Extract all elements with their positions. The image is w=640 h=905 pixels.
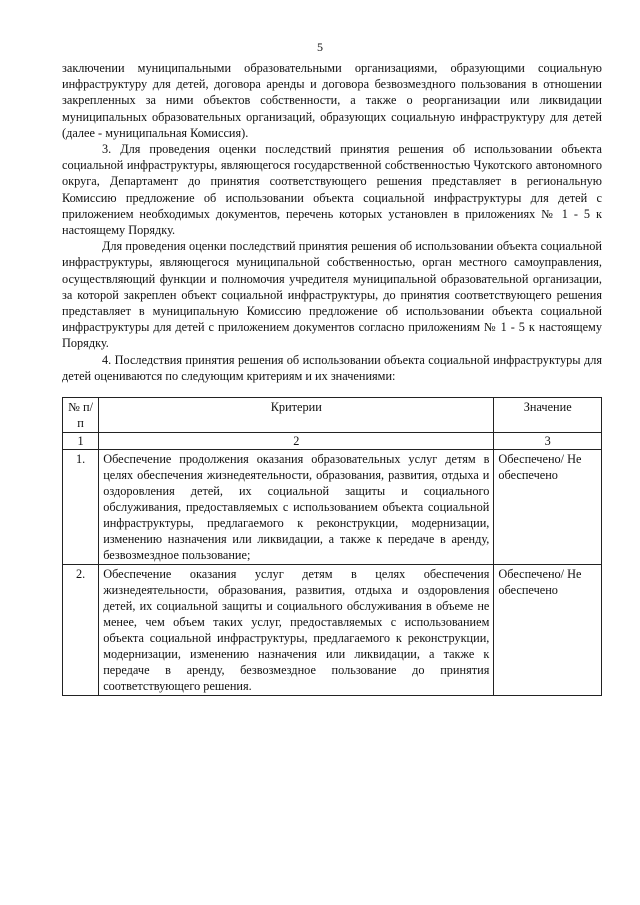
- header-value: Значение: [494, 398, 602, 433]
- index-cell: 3: [494, 433, 602, 450]
- header-num: № п/п: [63, 398, 99, 433]
- row-value: Обеспечено/ Не обеспечено: [494, 565, 602, 696]
- row-num: 2.: [63, 565, 99, 696]
- row-criteria: Обеспечение продолжения оказания образовательных услуг детям в целях обеспечения жизнедеятельности, образования, развития, отдыха и оздоровления детей, их социальной защиты и социального обслуживания, предоставляемых с использованием объекта социальной инфраструктуры, предлагаемого к реконструкции, модернизации, изменению назначения или ликвидации, а также к передаче в аренду, безвозмездное пользование;: [99, 450, 494, 565]
- row-num: 1.: [63, 450, 99, 565]
- index-cell: 1: [63, 433, 99, 450]
- table-row: [63, 565, 602, 696]
- page-number: 5: [317, 40, 323, 54]
- body-text: [62, 60, 602, 384]
- row-value: Обеспечено/ Не обеспечено: [494, 450, 602, 565]
- paragraph-municipal: Для проведения оценки последствий принятия решения об использовании объекта социальной инфраструктуры, являющегося муниципальной собственностью, орган местного самоуправления, осуществляющий функции и полномочия учредителя муниципальной образовательной организации, за которой закреплен объект социальной инфраструктуры, до принятия соответствующего решения представляет в муниципальную Комиссию предложение об использовании объекта социальной инфраструктуры для детей с приложением документов согласно приложениям № 1 - 5 к настоящему Порядку.: [62, 239, 602, 351]
- table-row: [63, 450, 602, 565]
- table-index-row: [63, 433, 602, 450]
- paragraph-continuation: заключении муниципальными образовательными организациями, образующими социальную инфраструктуру для детей, договора аренды и договора безвозмездного пользования в отношении закрепленных за ними объектов собственности, а также о реорганизации или ликвидации муниципальных образовательных организаций, образующих социальную инфраструктуру для детей (далее - муниципальная Комиссия).: [62, 61, 602, 140]
- criteria-table: [62, 397, 602, 696]
- paragraph-item-3: 3. Для проведения оценки последствий принятия решения об использовании объекта социальной инфраструктуры, являющегося государственной собственностью Чукотского автономного округа, Департамент до принятия соответствующего решения представляет в региональную Комиссию предложение об использовании объекта социальной инфраструктуры для детей с приложением необходимых документов, перечень которых установлен в приложениях № 1 - 5 к настоящему Порядку.: [62, 142, 602, 238]
- header-criteria: Критерии: [99, 398, 494, 433]
- paragraph-item-4: 4. Последствия принятия решения об использовании объекта социальной инфраструктуры для детей оцениваются по следующим критериям и их значениями:: [62, 352, 602, 383]
- index-cell: 2: [99, 433, 494, 450]
- table-header-row: [63, 398, 602, 433]
- row-criteria: Обеспечение оказания услуг детям в целях обеспечения жизнедеятельности, образования, развития, отдыха и оздоровления детей, их социальной защиты и социального обслуживания в объеме не менее, чем объем таких услуг, предоставляемых с использованием объекта социальной инфраструктуры, предлагаемого к реконструкции, модернизации, изменению назначения или ликвидации, а также к передаче в аренду, безвозмездное пользование до принятия соответствующего решения.: [99, 565, 494, 696]
